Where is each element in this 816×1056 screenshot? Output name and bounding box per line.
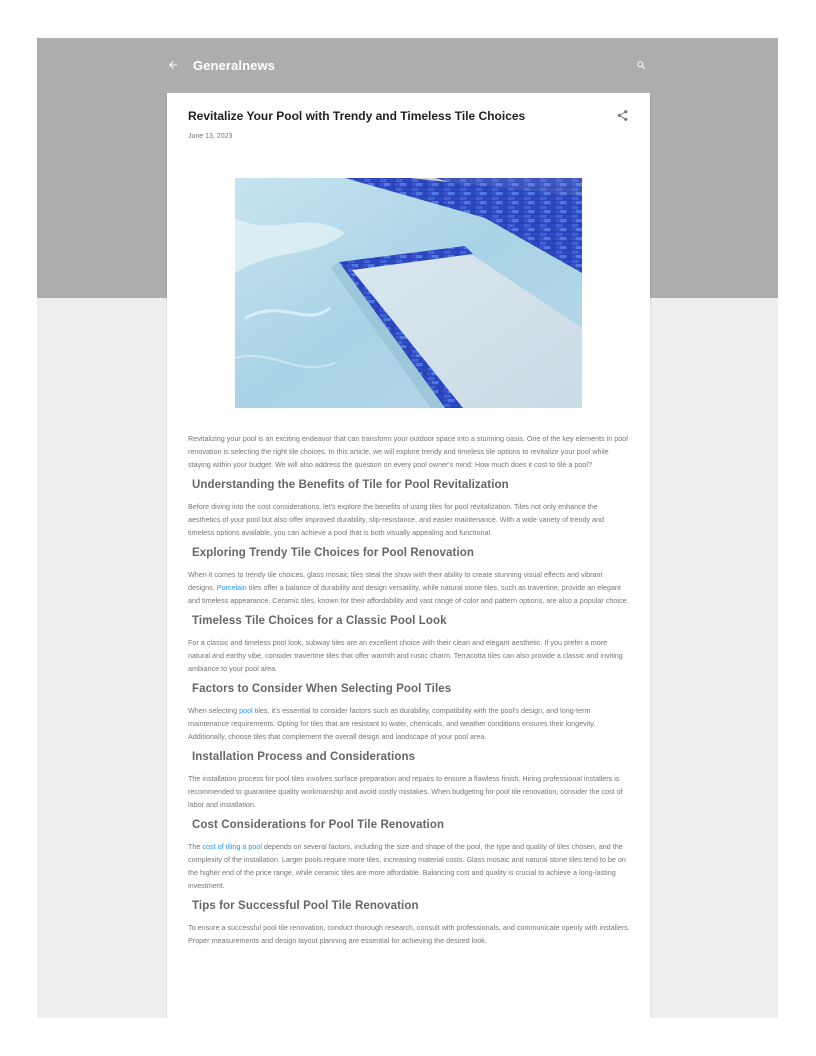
- section-heading: Tips for Successful Pool Tile Renovation: [192, 900, 419, 912]
- section-paragraph: The installation process for pool tiles involves surface preparation and repairs to ensure a flawless finish. Hiring professional installers is recommended to guarantee quality workmanship and avoid costly mistakes. When budgeting for pool tile renovation, consider the cost of labor and installation.: [188, 774, 623, 809]
- arrow-back-icon[interactable]: [167, 58, 181, 72]
- cost-of-tiling-link[interactable]: cost of tiling a pool: [202, 842, 262, 851]
- section-paragraph: Before diving into the cost considerations, let's explore the benefits of using tiles for pool revitalization. Tiles not only enhance the aesthetics of your pool but also offer improved durability, slip-resistance, and easier maintenance. With a wide variety of trendy and timeless options available, you can achieve a pool that is both visually appealing and functional.: [188, 502, 605, 537]
- post-card: [167, 93, 650, 1018]
- section-paragraph: When selecting pool tiles, it's essential to consider factors such as durability, compatibility with the pool's design, and long-term maintenance requirements. Opting for tiles that are resistant to water, chemicals, and weather conditions ensures their longevity. Additionally, choose tiles that complement the overall design and landscape of your pool area.: [188, 706, 596, 741]
- section-heading: Cost Considerations for Pool Tile Renovation: [192, 819, 445, 831]
- share-icon[interactable]: [616, 109, 630, 123]
- post-title: Revitalize Your Pool with Trendy and Timeless Tile Choices: [188, 109, 526, 123]
- search-icon[interactable]: [636, 58, 650, 72]
- page-viewport: [37, 38, 778, 1018]
- section-paragraph: For a classic and timeless pool look, subway tiles are an excellent choice with their clean and elegant aesthetic. If you prefer a more natural and earthy vibe, consider travertine tiles that offer warmth and rustic charm. Terracotta tiles can also provide a classic and inviting ambiance to your pool area.: [188, 638, 623, 673]
- section-heading: Understanding the Benefits of Tile for Pool Revitalization: [192, 479, 509, 491]
- section-heading: Exploring Trendy Tile Choices for Pool Renovation: [192, 547, 475, 559]
- post-header: [188, 109, 630, 124]
- top-bar: [167, 55, 650, 75]
- porcelain-link[interactable]: Porcelain: [216, 583, 247, 592]
- section-heading: Timeless Tile Choices for a Classic Pool Look: [192, 615, 447, 627]
- post-date: June 13, 2023: [188, 133, 233, 140]
- site-title-link[interactable]: Generalnews: [193, 57, 276, 73]
- section-paragraph: The cost of tiling a pool depends on several factors, including the size and shape of the pool, the type and quality of tiles chosen, and the complexity of the installation. Larger pools require more tiles, increasing material costs. Glass mosaic and natural stone tiles tend to be on the higher end of the price range, while ceramic tiles are more affordable. Balancing cost and quality is crucial to achieve a long-lasting investment.: [188, 842, 626, 890]
- section-paragraph: When it comes to trendy tile choices, glass mosaic tiles steal the show with their ability to create stunning visual effects and vibrant designs. Porcelain tiles offer a balance of durability and design versatility, while natural stone tiles, such as travertine, provide an elegant and timeless appearance. Ceramic tiles, known for their affordability and vast range of color and pattern options, are also a popular choice.: [188, 570, 629, 605]
- intro-paragraph: Revitalizing your pool is an exciting endeavor that can transform your outdoor space into a stunning oasis. One of the key elements in pool renovation is selecting the right tile choices. In this article, we will explore trendy and timeless tile options to revitalize your pool while staying within your budget. We will also address the question on every pool owner's mind: How much does it cost to tile a pool?: [188, 434, 628, 469]
- pool-link[interactable]: pool: [239, 706, 253, 715]
- post-body: [188, 432, 630, 953]
- section-heading: Installation Process and Considerations: [192, 751, 416, 763]
- pool-tile-photo: [235, 178, 582, 408]
- section-heading: Factors to Consider When Selecting Pool Tiles: [192, 683, 452, 695]
- section-paragraph: To ensure a successful pool tile renovation, conduct thorough research, consult with professionals, and communicate openly with installers. Proper measurements and design layout planning are essential for achieving the desired look.: [188, 923, 630, 945]
